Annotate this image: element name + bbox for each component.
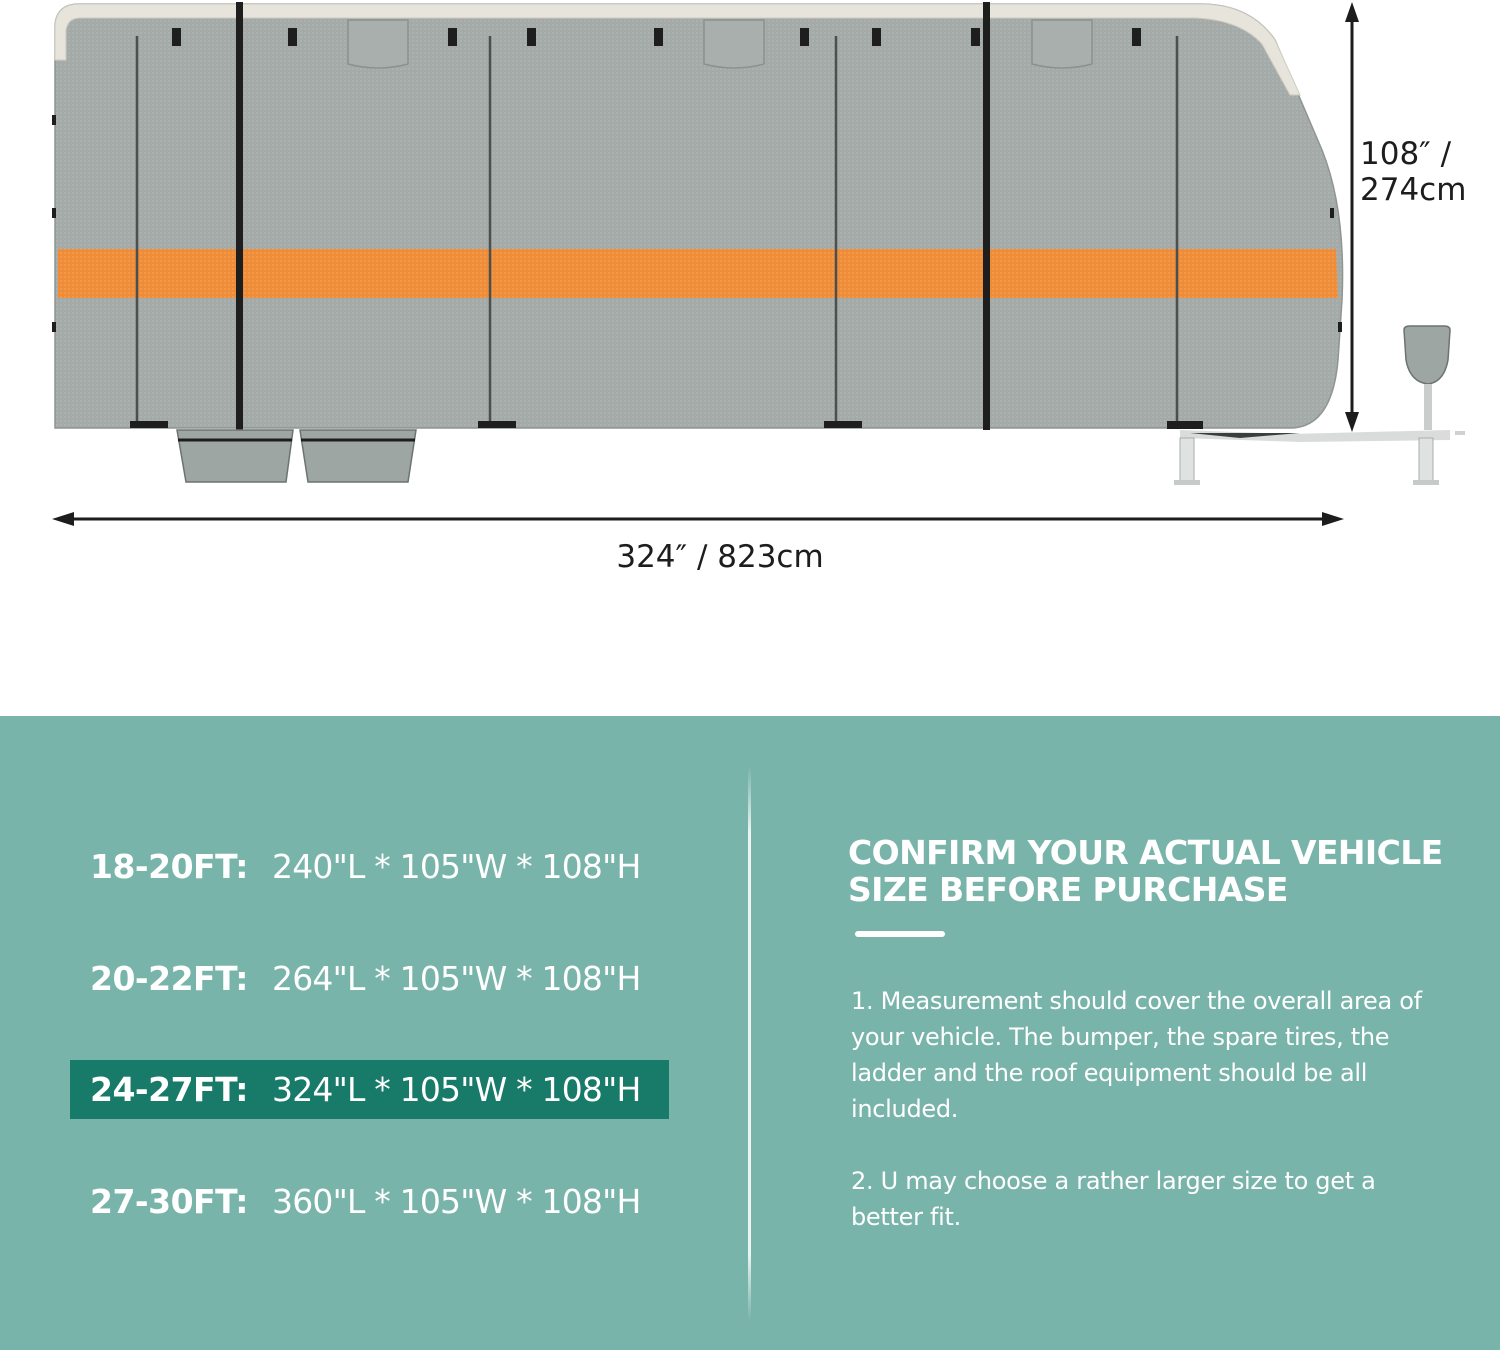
size-info-panel bbox=[0, 716, 1500, 1350]
size-dimensions: 240"L * 105"W * 108"H bbox=[272, 847, 641, 886]
size-label: 27-30FT: bbox=[90, 1182, 248, 1221]
size-dimensions: 324"L * 105"W * 108"H bbox=[272, 1070, 641, 1109]
note-larger-size: 2. U may choose a rather larger size to get a better fit. bbox=[851, 1167, 1376, 1231]
propane-tank-cover bbox=[1404, 326, 1450, 384]
size-label: 18-20FT: bbox=[90, 847, 248, 886]
length-dimension-label: 324″ / 823cm bbox=[616, 539, 824, 575]
info-title: CONFIRM YOUR ACTUAL VEHICLE SIZE BEFORE PURCHASE bbox=[848, 833, 1443, 909]
tire-covers bbox=[177, 430, 416, 482]
size-dimensions: 360"L * 105"W * 108"H bbox=[272, 1182, 641, 1221]
reflective-stripe bbox=[58, 249, 1338, 298]
panel-divider bbox=[748, 766, 751, 1321]
size-label: 24-27FT: bbox=[90, 1070, 248, 1109]
height-dimension-label: 108″ / 274cm bbox=[1360, 136, 1467, 208]
note-measurement: 1. Measurement should cover the overall area of your vehicle. The bumper, the spare tires, the ladder and the roof equipment should be all included. bbox=[851, 987, 1422, 1123]
size-row-24-27ft-selected bbox=[70, 1060, 669, 1119]
height-dimension-arrow bbox=[1345, 2, 1359, 432]
size-row-18-20ft bbox=[70, 837, 669, 896]
size-row-27-30ft bbox=[70, 1172, 669, 1231]
size-dimensions: 264"L * 105"W * 108"H bbox=[272, 959, 641, 998]
size-label: 20-22FT: bbox=[90, 959, 248, 998]
size-row-20-22ft bbox=[70, 949, 669, 1008]
length-dimension-arrow bbox=[52, 512, 1344, 526]
cover-body bbox=[55, 4, 1343, 428]
title-underline bbox=[855, 931, 945, 937]
